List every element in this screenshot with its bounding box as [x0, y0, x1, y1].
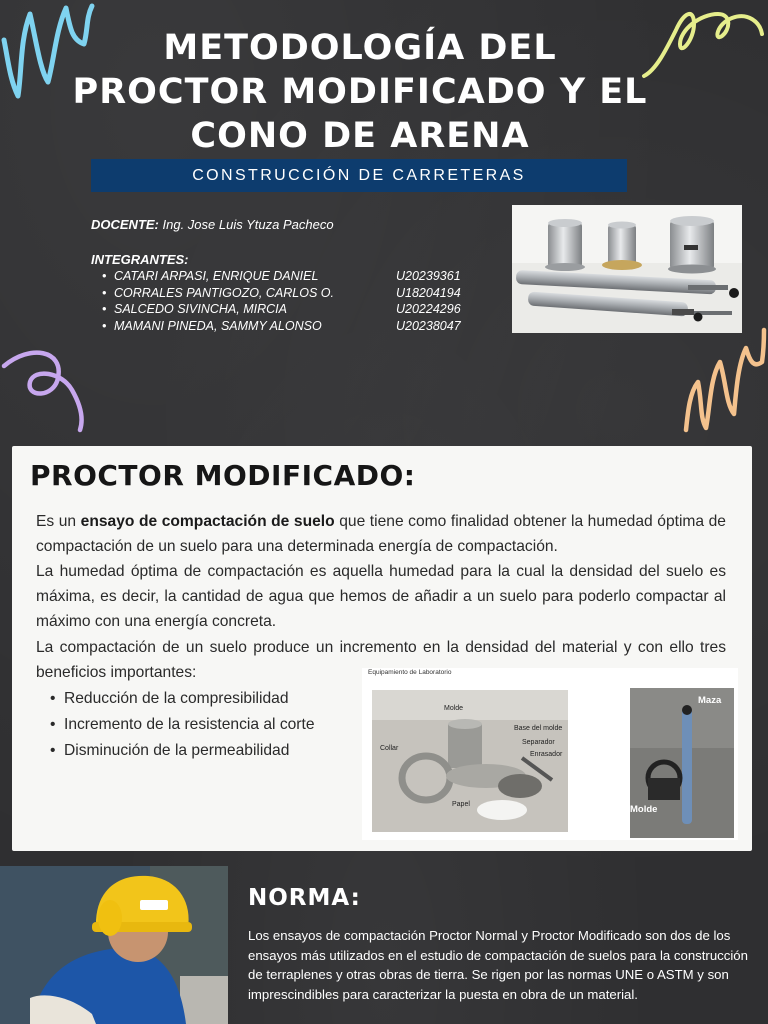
doodle-orange-waves — [676, 318, 768, 436]
lab-label-collar: Collar — [380, 745, 399, 752]
worker-photo — [0, 866, 228, 1024]
list-item: • Incremento de la resistencia al corte — [48, 712, 368, 738]
docente-name: Ing. Jose Luis Ytuza Pacheco — [162, 217, 334, 232]
member-code: U20239361 — [396, 269, 461, 283]
page-title: METODOLOGÍA DEL PROCTOR MODIFICADO Y EL CONO DE ARENA — [72, 28, 648, 156]
list-item: • MAMANI PINEDA, SAMMY ALONSO U20238047 — [102, 318, 461, 333]
p1-text: Es un — [36, 513, 81, 530]
p1-bold-text: ensayo de compactación de suelo — [80, 513, 335, 530]
lab-label-papel: Papel — [452, 801, 470, 808]
lab-label-maza: Maza — [698, 695, 722, 706]
lab-caption: Equipamiento de Laboratorio — [368, 669, 452, 676]
equipment-photo — [512, 205, 742, 333]
list-item: • Reducción de la compresibilidad — [48, 686, 368, 712]
list-item: • Disminución de la permeabilidad — [48, 738, 368, 764]
proctor-paragraph-3: La compactación de un suelo produce un incremento en la densidad del material y con ello tres beneficios importantes: — [36, 639, 726, 681]
proctor-paragraph-1 — [36, 509, 726, 559]
norma-title: NORMA: — [248, 885, 361, 911]
members-list — [100, 268, 480, 334]
lab-label-base: Base del molde — [514, 725, 563, 732]
member-code: U20238047 — [396, 318, 461, 333]
lab-label-separador: Separador — [522, 739, 555, 746]
proctor-paragraph-2: La humedad óptima de compactación es aquella humedad para la cual la densidad del suelo es máxima, es decir, la cantidad de agua que hemos de añadir a un suelo para poderlo compactar al máximo con una energía concreta. — [36, 563, 726, 630]
member-name: CORRALES PANTIGOZO, CARLOS O. — [114, 285, 334, 300]
lab-equipment-image — [362, 668, 738, 840]
member-code: U18204194 — [396, 285, 461, 300]
member-name: SALCEDO SIVINCHA, MIRCIA — [114, 302, 287, 316]
docente-line — [91, 217, 334, 232]
lab-label-enrasador: Enrasador — [530, 751, 563, 758]
member-name: MAMANI PINEDA, SAMMY ALONSO — [114, 318, 322, 333]
list-item: • CORRALES PANTIGOZO, CARLOS O. U18204194 — [102, 285, 461, 300]
subtitle-banner: CONSTRUCCIÓN DE CARRETERAS — [91, 159, 627, 192]
integrantes-label: INTEGRANTES: — [91, 252, 189, 267]
p1-text-end: que tiene como finalidad obtener la humedad óptima de compactación de un suelo para una determinada energía de compactación. — [36, 513, 726, 555]
doodle-purple-swirl — [0, 338, 96, 434]
doodle-yellow-loops — [636, 0, 768, 84]
benefits-list — [48, 686, 368, 764]
lab-label-molde: Molde — [444, 705, 464, 712]
lab-label-molde-2: Molde — [630, 804, 658, 815]
list-item: • CATARI ARPASI, ENRIQUE DANIEL U20239361 — [102, 269, 461, 283]
member-code: U20224296 — [396, 302, 461, 316]
docente-label: DOCENTE: — [91, 217, 159, 232]
proctor-title: PROCTOR MODIFICADO: — [30, 459, 416, 492]
list-item: • SALCEDO SIVINCHA, MIRCIA U20224296 — [102, 302, 461, 316]
norma-text: Los ensayos de compactación Proctor Normal y Proctor Modificado son dos de los ensayos más utilizados en el estudio de compactación de suelos para la construcción de terraplenes y otras obras de tierra. Se rigen por las normas UNE o ASTM y son imprescindibles para caracterizar la puesta en obra de un material. — [248, 928, 748, 1002]
member-name: CATARI ARPASI, ENRIQUE DANIEL — [114, 269, 319, 283]
